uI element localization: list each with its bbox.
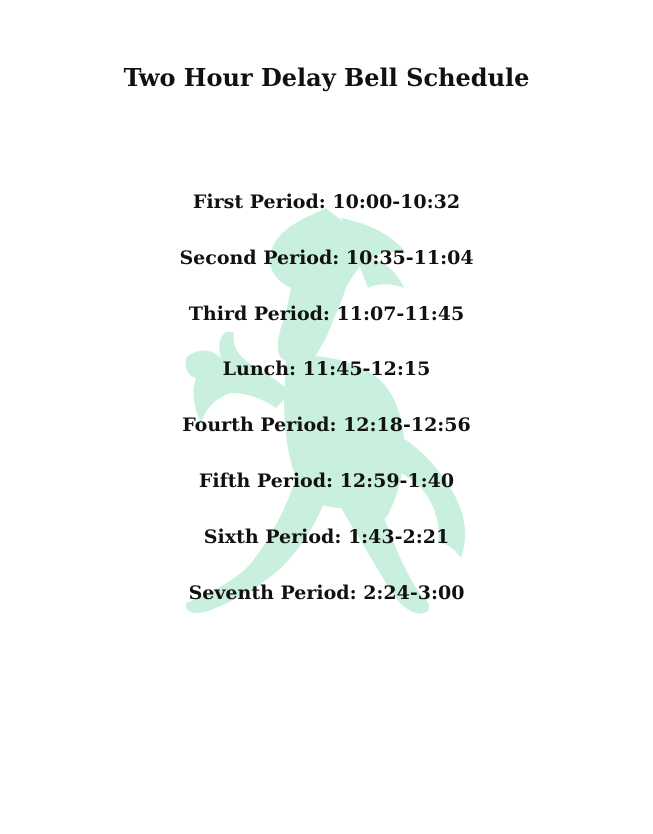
list-item: Lunch: 11:45-12:15 (222, 358, 431, 381)
page-title: Two Hour Delay Bell Schedule (123, 63, 530, 92)
period-list (0, 186, 653, 632)
list-item: First Period: 10:00-10:32 (192, 191, 461, 213)
list-item: Fifth Period: 12:59-1:40 (198, 469, 455, 492)
list-item: Sixth Period: 1:43-2:21 (203, 525, 450, 548)
list-item: Seventh Period: 2:24-3:00 (188, 581, 465, 604)
list-item: Second Period: 10:35-11:04 (179, 246, 474, 269)
list-item: Third Period: 11:07-11:45 (188, 302, 465, 325)
list-item: Fourth Period: 12:18-12:56 (182, 414, 471, 437)
